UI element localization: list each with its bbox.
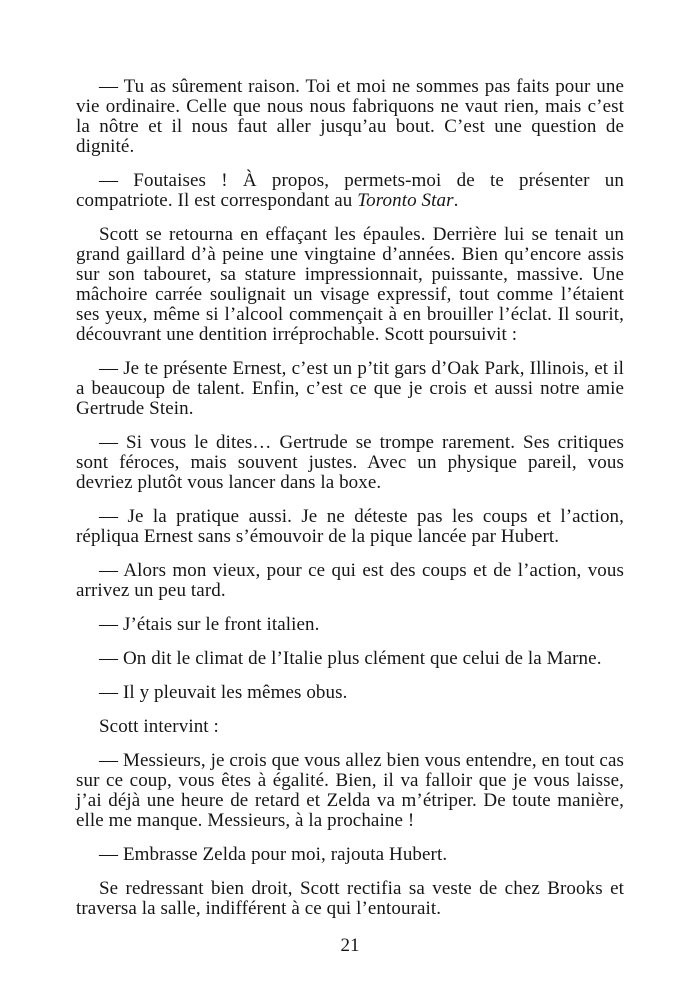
paragraph: — Alors mon vieux, pour ce qui est des coups et de l’action, vous arrivez un peu tard.: [76, 560, 624, 601]
paragraph: — Embrasse Zelda pour moi, rajouta Hubert.: [99, 844, 448, 865]
page-number: 21: [340, 935, 360, 956]
paragraph: — Je la pratique aussi. Je ne déteste pas les coups et l’action, répliqua Ernest sans s’émouvoir de la pique lancée par Hubert.: [76, 506, 624, 547]
paragraph: — J’étais sur le front italien.: [99, 614, 320, 635]
paragraph: — Si vous le dites… Gertrude se trompe rarement. Ses critiques sont féroces, mais souvent justes. Avec un physique pareil, vous devriez plutôt vous lancer dans la boxe.: [76, 432, 624, 493]
paragraph-text: .: [453, 190, 459, 211]
paragraph: Scott se retourna en effaçant les épaules. Derrière lui se tenait un grand gaillard d’à peine une vingtaine d’années. Bien qu’encore assis sur son tabouret, sa stature impressionnait, puissante, massive. Une mâchoire carrée soulignait un visage expressif, tout comme l’étaient ses yeux, même si l’alcool commençait à en brouiller l’éclat. Il sourit, découvrant une dentition irréprochable. Scott poursuivit :: [76, 224, 624, 345]
paragraph: — On dit le climat de l’Italie plus clément que celui de la Marne.: [99, 648, 602, 669]
paragraph-text: — Foutaises ! À propos, permets-moi de te présenter un compatriote. Il est correspondant au: [76, 170, 624, 211]
paragraph: — Tu as sûrement raison. Toi et moi ne sommes pas faits pour une vie ordinaire. Celle que nous nous fabriquons ne vaut rien, mais c’est la nôtre et il nous faut aller jusqu’au bout. C’est une question de dignité.: [76, 76, 624, 157]
text-block: [76, 77, 624, 933]
italic-publication-name: Toronto Star: [357, 190, 454, 211]
paragraph: — Il y pleuvait les mêmes obus.: [99, 682, 348, 703]
paragraph: — Messieurs, je crois que vous allez bien vous entendre, en tout cas sur ce coup, vous êtes à égalité. Bien, il va falloir que je vous laisse, j’ai déjà une heure de retard et Zelda va m’étriper. De toute manière, elle me manque. Messieurs, à la prochaine !: [76, 750, 624, 831]
paragraph: — Je te présente Ernest, c’est un p’tit gars d’Oak Park, Illinois, et il a beaucoup de talent. Enfin, c’est ce que je crois et aussi notre amie Gertrude Stein.: [76, 358, 624, 419]
paragraph: Scott intervint :: [99, 716, 219, 737]
paragraph: [76, 171, 624, 211]
paragraph: Se redressant bien droit, Scott rectifia sa veste de chez Brooks et traversa la salle, indifférent à ce qui l’entourait.: [76, 878, 624, 919]
